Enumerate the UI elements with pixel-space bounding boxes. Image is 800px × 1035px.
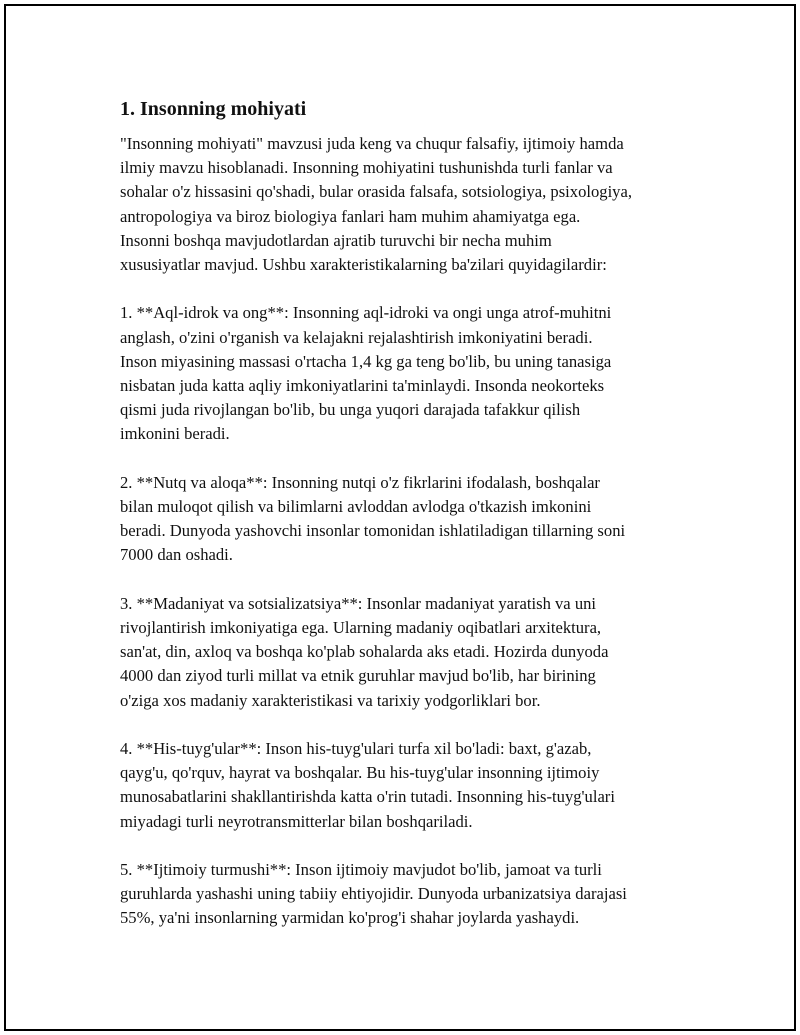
- text-line: 7000 dan oshadi.: [120, 545, 233, 565]
- item-paragraph-1: [120, 301, 700, 446]
- text-line: anglash, o'zini o'rganish va kelajakni rejalashtirish imkoniyatini beradi.: [120, 327, 593, 347]
- text-line: "Insonning mohiyati" mavzusi juda keng va chuqur falsafiy, ijtimoiy hamda: [120, 134, 624, 153]
- item-paragraph-2: [120, 471, 700, 568]
- text-line: o'ziga xos madaniy xarakteristikasi va tarixiy yodgorliklari bor.: [120, 690, 541, 710]
- text-line: Inson miyasining massasi o'rtacha 1,4 kg ga teng bo'lib, bu uning tanasiga: [120, 351, 612, 371]
- text-line: 1. **Aql-idrok va ong**: Insonning aql-idroki va ongi unga atrof-muhitni: [120, 303, 612, 323]
- text-line: qismi juda rivojlangan bo'lib, bu unga yuqori darajada tafakkur qilish: [120, 400, 581, 420]
- text-line: Insonni boshqa mavjudotlardan ajratib turuvchi bir necha muhim: [120, 230, 552, 250]
- text-line: bilan muloqot qilish va bilimlarni avloddan avlodga o'tkazish imkonini: [120, 497, 592, 517]
- item-paragraph-5: [120, 858, 700, 931]
- page-frame: [4, 4, 796, 1031]
- item-paragraph-3: [120, 592, 700, 713]
- text-line: rivojlantirish imkoniyatiga ega. Ularning madaniy oqibatlari arxitektura,: [120, 618, 602, 638]
- text-line: sohalar o'z hissasini qo'shadi, bular orasida falsafa, sotsiologiya, psixologiya,: [120, 182, 632, 202]
- text-line: san'at, din, axloq va boshqa ko'plab sohalarda aks etadi. Hozirda dunyoda: [120, 642, 609, 662]
- text-line: 3. **Madaniyat va sotsializatsiya**: Insonlar madaniyat yaratish va uni: [120, 593, 597, 613]
- intro-paragraph: [120, 132, 700, 277]
- text-line: guruhlarda yashashi uning tabiiy ehtiyojidir. Dunyoda urbanizatsiya darajasi: [120, 884, 627, 904]
- text-line: 55%, ya'ni insonlarning yarmidan ko'prog'i shahar joylarda yashaydi.: [120, 908, 580, 928]
- text-line: 5. **Ijtimoiy turmushi**: Inson ijtimoiy mavjudot bo'lib, jamoat va turli: [120, 860, 602, 880]
- document-body: [120, 96, 700, 955]
- text-line: imkonini beradi.: [120, 424, 230, 444]
- text-line: antropologiya va biroz biologiya fanlari ham muhim ahamiyatga ega.: [120, 206, 581, 226]
- text-line: xususiyatlar mavjud. Ushbu xarakteristikalarning ba'zilari quyidagilardir:: [120, 255, 607, 275]
- text-line: qayg'u, qo'rquv, hayrat va boshqalar. Bu his-tuyg'ular insonning ijtimoiy: [120, 763, 600, 783]
- text-line: 2. **Nutq va aloqa**: Insonning nutqi o'z fikrlarini ifodalash, boshqalar: [120, 472, 600, 492]
- text-line: miyadagi turli neyrotransmitterlar bilan boshqariladi.: [120, 811, 473, 831]
- section-heading: 1. Insonning mohiyati: [120, 98, 307, 120]
- text-line: munosabatlarini shakllantirishda katta o'rin tutadi. Insonning his-tuyg'ulari: [120, 787, 615, 807]
- text-line: 4000 dan ziyod turli millat va etnik guruhlar mavjud bo'lib, har birining: [120, 666, 596, 686]
- text-line: ilmiy mavzu hisoblanadi. Insonning mohiyatini tushunishda turli fanlar va: [120, 158, 613, 178]
- text-line: beradi. Dunyoda yashovchi insonlar tomonidan ishlatiladigan tillarning soni: [120, 521, 626, 541]
- text-line: nisbatan juda katta aqliy imkoniyatlarini ta'minlaydi. Insonda neokorteks: [120, 376, 605, 396]
- text-line: 4. **His-tuyg'ular**: Inson his-tuyg'ulari turfa xil bo'ladi: baxt, g'azab,: [120, 739, 592, 759]
- item-paragraph-4: [120, 737, 700, 834]
